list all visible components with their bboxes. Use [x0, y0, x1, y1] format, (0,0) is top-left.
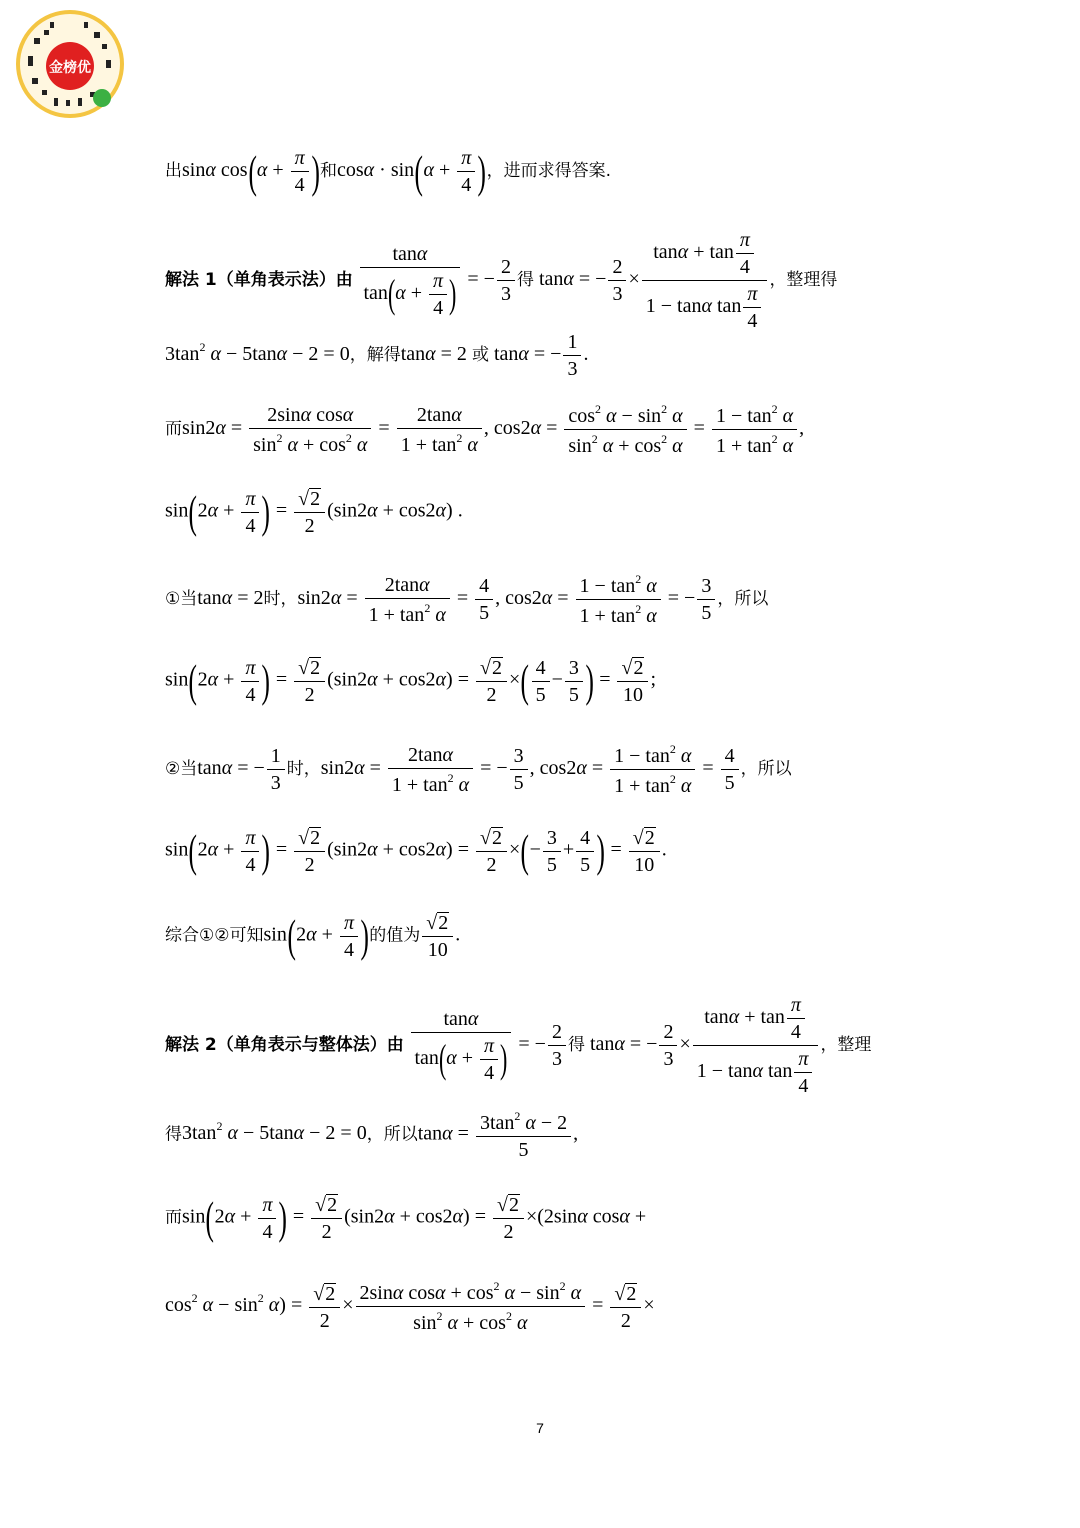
- method-2-line: 解法 2（单角表示与整体法）由 tanα tan(α + $\frac{\pi}{4}$ ) = − $\frac{2}{3}$ 得 tanα = − $\frac{2}{3}$ × tanα + tan $\frac{\pi}{4}$ 1 − tanα tan $\frac{\pi}{4}$ ，整理: [165, 994, 872, 1097]
- logo-brand-text: 金榜优: [49, 60, 91, 76]
- line-1: 出sinα cos(α + $\frac{\pi}{4}$ )和cosα · sin(α + $\frac{\pi}{4}$ )，进而求得答案.: [165, 145, 612, 197]
- method-2-quadratic: 得$3\tan^2$ α − 5tanα − 2 = 0，所以tanα = $\frac{3\tan^2 \alpha - 2}{5}$ ,: [165, 1109, 579, 1161]
- sin-sum-formula: sin(2α + $\frac{\pi}{4}$ ) = $\frac{√2}{2}$ (sin2α + cos2α) .: [165, 486, 463, 537]
- case-2-line: ②当tanα = − $\frac{1}{3}$ 时，sin2α = $\frac{2\tan\alpha}{1 + \tan^2 \alpha}$ = − $\frac{3}{5}$ , cos2α = $\frac{1 - \tan^2 \alpha}{1 + \tan^2 \alpha}$ = $\frac{4}{5}$ ，所以: [165, 742, 792, 797]
- equation-quadratic: $3\tan^2$ α − 5tanα − 2 = 0，解得tanα = 2 或 tanα = − $\frac{1}{3}$ .: [165, 331, 589, 380]
- jinbangyou-logo: [14, 8, 126, 120]
- case-1-line: ①当tanα = 2时，sin2α = $\frac{2\tan\alpha}{1 + \tan^2 \alpha}$ = $\frac{4}{5}$ , cos2α = $\frac{1 - \tan^2 \alpha}{1 + \tan^2 \alpha}$ = − $\frac{3}{5}$ ，所以: [165, 572, 769, 627]
- summary-line: 综合①②可知sin(2α + $\frac{\pi}{4}$ )的值为 $\frac{√2}{10}$ .: [165, 910, 461, 961]
- page-number: 7: [536, 1420, 544, 1436]
- method-2-expansion-1: 而sin(2α + $\frac{\pi}{4}$ ) = $\frac{√2}{2}$ (sin2α + cos2α) = $\frac{√2}{2}$ ×(2sinα cosα +: [165, 1192, 647, 1243]
- case-1-result: sin(2α + $\frac{\pi}{4}$ ) = $\frac{√2}{2}$ (sin2α + cos2α) = $\frac{√2}{2}$ ×( $\frac{4}{5}$ − $\frac{3}{5}$ ) = $\frac{√2}{10}$ ;: [165, 655, 657, 706]
- case-2-result: sin(2α + $\frac{\pi}{4}$ ) = $\frac{√2}{2}$ (sin2α + cos2α) = $\frac{√2}{2}$ ×(− $\frac{3}{5}$ + $\frac{4}{5}$ ) = $\frac{√2}{10}$ .: [165, 825, 667, 876]
- double-angle-formulas: 而sin2α = $\frac{\text{2sinα cosα}}{\sin^2 \alpha + \cos^2 \alpha}$ = $\frac{2\tan\alpha}{1 + \tan^2 \alpha}$ , cos2α = $\frac{\cos^2 \alpha - \sin^2 \alpha}{\sin^2 \alpha + \cos^2 \alpha}$ = $\frac{1 - \tan^2 \alpha}{1 + \tan^2 \alpha}$ ,: [165, 402, 805, 457]
- method-1-line: 解法 1（单角表示法）由 tanα tan(α + $\frac{\pi}{4}$ ) = − $\frac{2}{3}$ 得 tanα = − $\frac{2}{3}$ × tanα + tan $\frac{\pi}{4}$ 1 − tanα tan $\frac{\pi}{4}$ ，整理得: [165, 229, 838, 332]
- method-2-expansion-2: $\cos^2 \alpha - \sin^2 \alpha$) = $\frac{√2}{2}$ × $\frac{2\sin\alpha \cos\alpha + \cos^2 \alpha - \sin^2 \alpha}{\sin^2 \alpha + \cos^2 \alpha}$ = $\frac{√2}{2}$ ×: [165, 1279, 655, 1334]
